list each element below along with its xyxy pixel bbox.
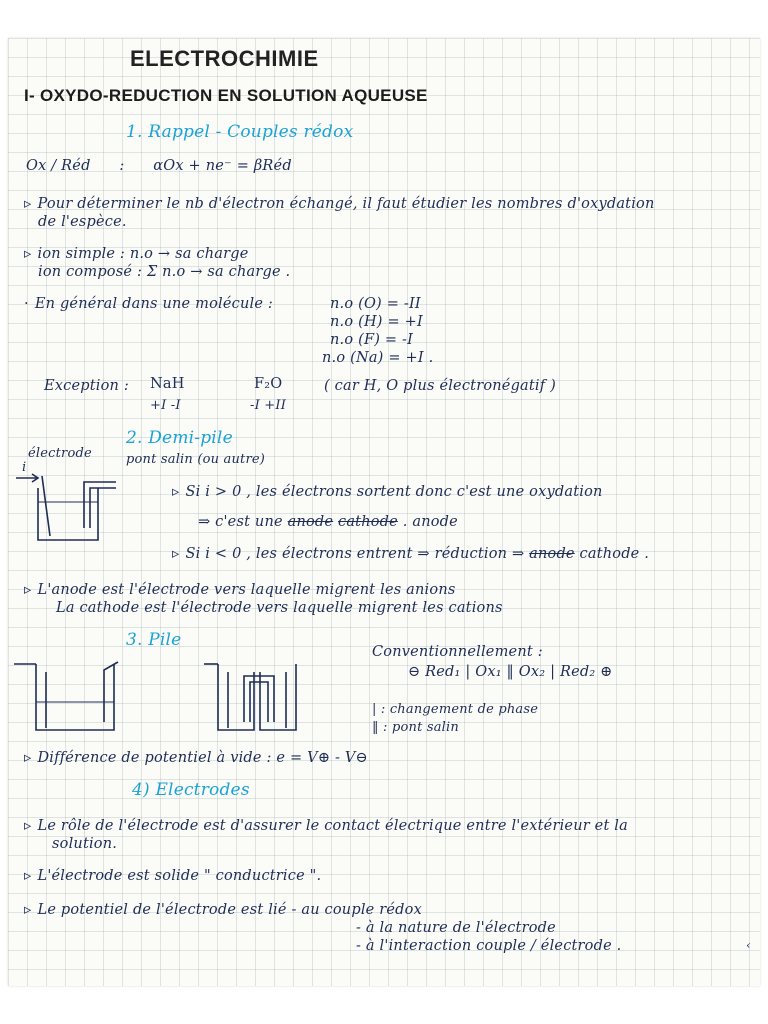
negative-rule-result: cathode . <box>579 546 650 562</box>
note-ion-simple <box>24 246 248 262</box>
equation-separator: : <box>119 158 125 174</box>
bullet-icon: ▹ <box>24 818 32 834</box>
note-ion-compose: ion composé : Σ n.o → sa charge . <box>38 264 291 280</box>
electrode-potential-interaction: - à l'interaction couple / électrode . <box>356 938 622 954</box>
subheading-pile: 3. Pile <box>126 630 182 650</box>
beaker-left <box>218 664 254 730</box>
margin-mark: ‹ <box>746 938 751 952</box>
note-electrons-text-1: Pour déterminer le nb d'électron échangé, il faut étudier les nombres d'oxydation <box>37 196 655 212</box>
bullet-icon: ▹ <box>24 750 32 766</box>
subheading-demi-pile: 2. Demi-pile <box>126 428 233 448</box>
note-electrons-line-1 <box>24 196 655 212</box>
electrode-potential <box>24 902 422 918</box>
note-general-molecule <box>24 296 273 312</box>
section-heading-oxydo-reduction: I- OXYDO-REDUCTION EN SOLUTION AQUEUSE <box>24 86 428 105</box>
electrode-potential-text: Le potentiel de l'électrode est lié - au couple rédox <box>37 902 422 918</box>
legend-phase-change: | : changement de phase <box>372 702 539 717</box>
negative-rule-text: Si i < 0 , les électrons entrent ⇒ réduction ⇒ <box>185 546 525 562</box>
salt-bridge <box>84 482 116 528</box>
bullet-icon: · <box>24 296 29 312</box>
equation-label: Ox / Réd <box>26 158 91 174</box>
exception-nah: NaH <box>150 376 185 392</box>
bullet-icon: ▹ <box>24 902 32 918</box>
exception-f2o-numbers: -I +II <box>250 398 287 413</box>
half-cell-rule-positive-text: Si i > 0 , les électrons sortent donc c'est une oxydation <box>185 484 603 500</box>
cathode-definition: La cathode est l'électrode vers laquelle migrent les cations <box>56 600 503 616</box>
bullet-icon: ▹ <box>172 546 180 562</box>
electrode-rod <box>42 476 50 536</box>
electrode-potential-nature: - à la nature de l'électrode <box>356 920 556 936</box>
bullet-icon: ▹ <box>24 196 32 212</box>
equation-body: αOx + ne⁻ = βRéd <box>153 158 292 174</box>
half-cell-conclusion <box>198 514 458 530</box>
potential-difference-text: Différence de potentiel à vide : e = V⊕ - V⊖ <box>37 750 368 766</box>
legend-salt-bridge: ‖ : pont salin <box>372 720 459 735</box>
struck-cathode: cathode <box>338 514 398 530</box>
redox-equation <box>26 158 292 174</box>
exception-note: ( car H, O plus électronégatif ) <box>324 378 556 394</box>
page-title: ELECTROCHIMIE <box>130 46 319 71</box>
beaker-right <box>260 664 296 730</box>
struck-anode-2: anode <box>529 546 575 562</box>
subheading-electrodes: 4) Electrodes <box>132 780 250 800</box>
note-ion-simple-text: ion simple : n.o → sa charge <box>37 246 249 262</box>
conclusion-result: . anode <box>402 514 458 530</box>
notebook-page <box>8 38 760 986</box>
pont-salin-label: pont salin (ou autre) <box>126 452 266 467</box>
convention-label: Conventionnellement : <box>372 644 543 660</box>
electrode-label: électrode <box>28 446 92 461</box>
beaker <box>36 664 114 730</box>
oxidation-number-o: n.o (O) = -II <box>330 296 421 312</box>
electrode-solid <box>24 868 321 884</box>
oxidation-number-f: n.o (F) = -I <box>330 332 414 348</box>
electrode-role-line-2: solution. <box>52 836 118 852</box>
potential-difference <box>24 750 368 766</box>
bullet-icon: ▹ <box>24 582 32 598</box>
pile-diagram-double <box>204 658 304 738</box>
bullet-icon: ▹ <box>172 484 180 500</box>
subheading-rappel: 1. Rappel - Couples rédox <box>126 122 354 142</box>
convention-formula: ⊖ Red₁ | Ox₁ ‖ Ox₂ | Red₂ ⊕ <box>408 664 613 680</box>
anode-definition-text: L'anode est l'électrode vers laquelle migrent les anions <box>37 582 456 598</box>
electrode-solid-text: L'électrode est solide " conductrice ". <box>37 868 322 884</box>
bullet-icon: ▹ <box>24 868 32 884</box>
electrode-role-text: Le rôle de l'électrode est d'assurer le contact électrique entre l'extérieur et la <box>37 818 628 834</box>
half-cell-rule-positive <box>172 484 603 500</box>
electrode-role-line-1 <box>24 818 628 834</box>
current-label: i <box>22 460 27 475</box>
half-cell-rule-negative <box>172 546 649 562</box>
pile-diagram-single <box>14 658 124 738</box>
bullet-icon: ▹ <box>24 246 32 262</box>
exception-f2o: F₂O <box>254 376 283 392</box>
exception-label: Exception : <box>44 378 129 394</box>
anode-definition <box>24 582 456 598</box>
exception-nah-numbers: +I -I <box>150 398 181 413</box>
half-cell-diagram <box>12 458 122 548</box>
oxidation-number-na: n.o (Na) = +I . <box>322 350 434 366</box>
oxidation-number-h: n.o (H) = +I <box>330 314 423 330</box>
salt-bridge <box>244 676 274 722</box>
note-electrons-line-2: de l'espèce. <box>38 214 127 230</box>
note-general-text: En général dans une molécule : <box>34 296 274 312</box>
struck-anode: anode <box>287 514 334 530</box>
conclusion-prefix: ⇒ c'est une <box>198 514 283 530</box>
